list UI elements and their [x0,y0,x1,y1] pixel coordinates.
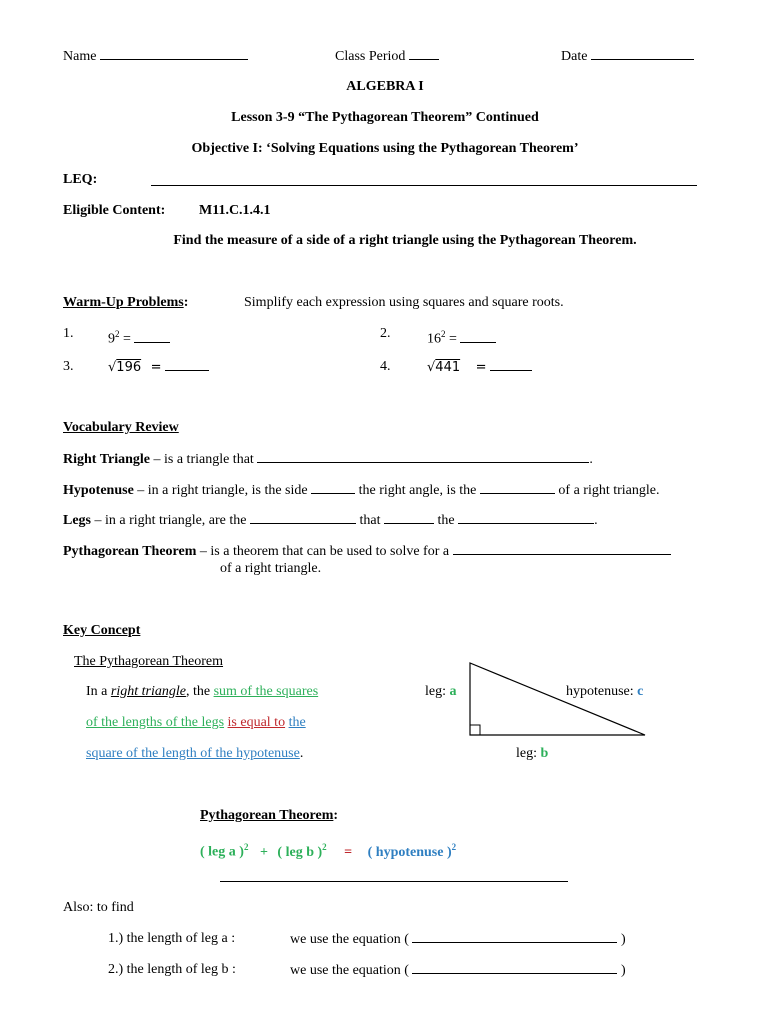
vocab-pythagorean: Pythagorean Theorem – is a theorem that can be used to solve for a [63,542,671,561]
square-root-icon: √ [427,360,436,375]
leq-label: LEQ: [63,172,98,187]
pythagorean-formula: ( leg a )$^2$ + ( leg b )$^2$ = ( hypotenuse )$^2$ [200,842,457,860]
legs-blank-3[interactable] [458,511,594,524]
name-field[interactable]: Name [63,47,248,66]
goal-statement: Find the measure of a side of a right triangle using the Pythagorean Theorem. [173,233,637,248]
right-triangle-blank[interactable] [257,450,589,463]
theorem-statement-line1: In a right triangle, the sum of the squares [86,684,319,699]
leg-a-label: leg: a [425,684,457,699]
leg-b-label: leg: b [516,746,549,761]
legs-blank-2[interactable] [384,511,434,524]
eligible-label: Eligible Content: [63,203,166,218]
problem-4: √441 = [427,358,532,377]
vocab-title: Vocabulary Review [63,420,179,435]
problem-2-number: 2. [380,326,391,341]
date-blank[interactable] [591,47,694,60]
class-period-blank[interactable] [409,47,439,60]
problem-3: √196 = [108,358,209,377]
key-concept-subtitle: The Pythagorean Theorem [74,654,224,669]
problem-4-number: 4. [380,359,391,374]
hypotenuse-blank-2[interactable] [480,481,555,494]
problem-2: $16^2$ = [427,325,496,349]
problem-1-number: 1. [63,326,74,341]
vocab-pythagorean-line2: of a right triangle. [220,561,322,576]
also-item-2-label: 2.) the length of leg b : [108,962,236,977]
leq-blank[interactable] [151,185,697,186]
square-root-icon: √ [108,360,117,375]
vocab-hypotenuse: Hypotenuse – in a right triangle, is the side the right angle, is the of a right triangle. [63,483,660,498]
also-item-1-equation: we use the equation ( ) [290,932,626,947]
problem-2-answer[interactable] [460,330,496,343]
eligible-code: M11.C.1.4.1 [199,203,271,218]
vocab-right-triangle: Right Triangle – is a triangle that . [63,452,593,467]
class-period-field[interactable]: Class Period [335,47,439,66]
objective: Objective I: ‘Solving Equations using the Pythagorean Theorem’ [191,141,579,156]
also-label: Also: to find [63,900,134,915]
formula-blank[interactable] [220,881,568,882]
leg-b-equation-blank[interactable] [412,961,617,974]
problem-3-answer[interactable] [165,358,209,371]
warmup-title: Warm-Up Problems: [63,295,189,310]
hypotenuse-blank-1[interactable] [311,481,355,494]
right-angle-marker [470,725,480,735]
lesson-title: Lesson 3-9 “The Pythagorean Theorem” Continued [231,110,539,125]
problem-1-answer[interactable] [134,330,170,343]
course-title: ALGEBRA I [346,79,424,94]
also-item-1-label: 1.) the length of leg a : [108,931,236,946]
date-field[interactable]: Date [561,47,694,66]
also-item-2-equation: we use the equation ( ) [290,963,626,978]
problem-4-answer[interactable] [490,358,532,371]
problem-1: $9^2$ = [108,325,170,349]
vocab-legs: Legs – in a right triangle, are the that the . [63,513,598,528]
formula-title: Pythagorean Theorem: [200,808,339,823]
legs-blank-1[interactable] [250,511,356,524]
hypotenuse-label: hypotenuse: c [566,684,644,699]
key-concept-title: Key Concept [63,623,141,638]
leg-a-equation-blank[interactable] [412,930,617,943]
pythagorean-blank[interactable] [453,542,671,555]
warmup-instruction: Simplify each expression using squares and square roots. [244,295,564,310]
problem-3-number: 3. [63,359,74,374]
name-blank[interactable] [100,47,248,60]
theorem-statement-line3: square of the length of the hypotenuse. [86,746,304,761]
theorem-statement-line2: of the lengths of the legs is equal to the [86,715,306,730]
